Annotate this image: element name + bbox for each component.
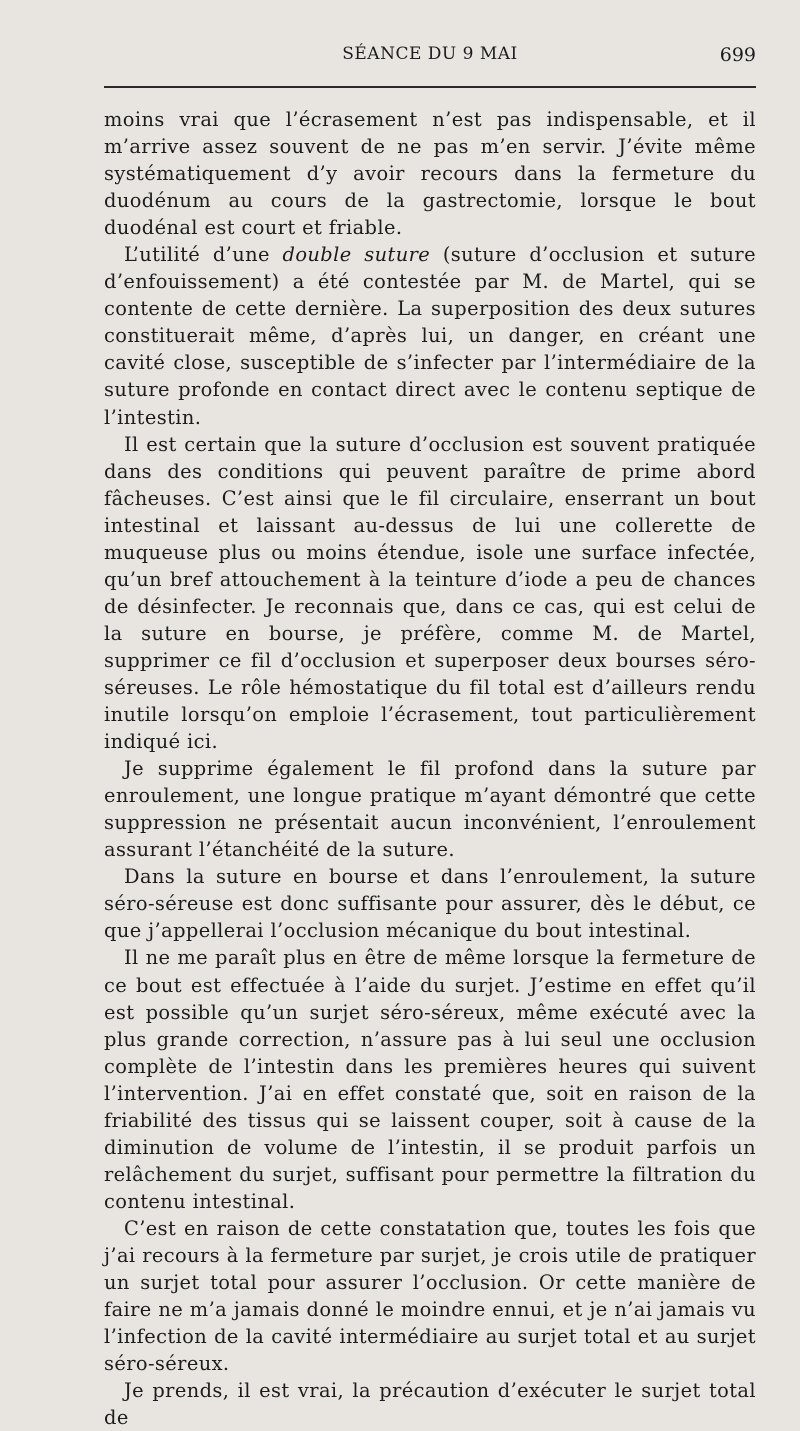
paragraph: Je prends, il est vrai, la précaution d’exécuter le surjet total de (104, 1379, 756, 1430)
paragraph: C’est en raison de cette constatation que, toutes les fois que j’ai recours à la fermeture par surjet, je crois utile de pratiquer un surjet total pour assurer l’occlusion. Or cette manière de faire ne m’a jamais donné le moindre ennui, et je n’ai jamais vu l’infection de la cavité intermédiaire au surjet total et au surjet séro-séreux. (104, 1216, 756, 1376)
page-number: 699 (719, 44, 756, 66)
paragraph: Dans la suture en bourse et dans l’enroulement, la suture séro-séreuse est donc suffisante pour assurer, dès le début, ce que j’appellerai l’occlusion mécanique du bout intestinal. (104, 865, 756, 943)
body-text (104, 106, 756, 1431)
paragraph: Il est certain que la suture d’occlusion est souvent pratiquée dans des conditions qui peuvent paraître de prime abord fâcheuses. C’est ainsi que le fil circulaire, enserrant un bout intestinal et laissant au-dessus de lui une collerette de muqueuse plus ou moins étendue, isole une surface infectée, qu’un bref attouchement à la teinture d’iode a peu de chances de désinfecter. Je reconnais que, dans ce cas, qui est celui de la suture en bourse, je préfère, comme M. de Martel, supprimer ce fil d’occlusion et superposer deux bourses séro-séreuses. Le rôle hémostatique du fil total est d’ailleurs rendu inutile lorsqu’on emploie l’écrasement, tout particulièrement indiqué ici. (104, 432, 756, 754)
paragraph-text: L’utilité d’une (124, 243, 283, 267)
header-rule (104, 86, 756, 88)
page-header (104, 44, 756, 74)
italic-term: double suture (282, 243, 431, 267)
paragraph-text: (suture d’occlusion et suture d’enfouissement) a été contestée par M. de Martel, qui se contente de cette dernière. La superposition des deux sutures constituerait même, d’après lui, un danger, en créant une cavité close, susceptible de s’infecter par l’intermédiaire de la suture profonde en contact direct avec le contenu septique de l’intestin. (104, 243, 756, 429)
paragraph: Il ne me paraît plus en être de même lorsque la fermeture de ce bout est effectuée à l’aide du surjet. J’estime en effet qu’il est possible qu’un surjet séro-séreux, même exécuté avec la plus grande correction, n’assure pas à lui seul une occlusion complète de l’intestin dans les premières heures qui suivent l’intervention. J’ai en effet constaté que, soit en raison de la friabilité des tissus qui se laissent couper, soit à cause de la diminution de volume de l’intestin, il se produit parfois un relâchement du surjet, suffisant pour permettre la filtration du contenu intestinal. (104, 946, 756, 1213)
paragraph: moins vrai que l’écrasement n’est pas indispensable, et il m’arrive assez souvent de ne pas m’en servir. J’évite même systématiquement d’y avoir recours dans la fermeture du duodénum au cours de la gastrectomie, lorsque le bout duodénal est court et friable. (104, 108, 756, 240)
paragraph (104, 241, 756, 430)
paragraph: Je supprime également le fil profond dans la suture par enroulement, une longue pratique m’ayant démontré que cette suppression ne présentait aucun inconvénient, l’enroulement assurant l’étanchéité de la suture. (104, 757, 756, 862)
running-head: SÉANCE DU 9 MAI (342, 44, 518, 64)
